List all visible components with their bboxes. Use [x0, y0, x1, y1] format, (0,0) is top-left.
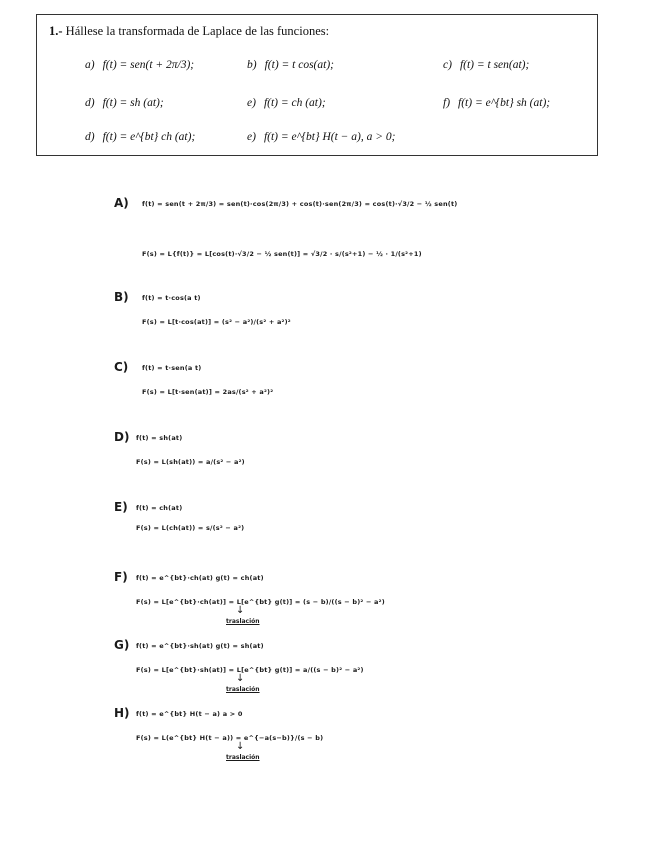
solution-line: f(t) = ch(at) — [136, 504, 183, 512]
item-formula: f(t) = e^{bt} sh (at); — [458, 97, 551, 109]
solution-letter: H) — [114, 706, 130, 720]
solution-note: traslación — [226, 686, 260, 693]
solution-line: F(s) = L[e^{bt}·sh(at)] = L[e^{bt} g(t)] = a/((s − b)² − a²) — [136, 666, 364, 674]
solution-letter: A) — [114, 196, 129, 210]
down-arrow-icon: ↓ — [236, 673, 245, 684]
item-label: f) — [443, 97, 451, 109]
solution-note: traslación — [226, 618, 260, 625]
item-label: a) — [85, 59, 95, 71]
problem-box — [36, 14, 598, 156]
item-formula: f(t) = e^{bt} ch (at); — [102, 131, 196, 143]
down-arrow-icon: ↓ — [236, 741, 245, 752]
item-d — [85, 97, 164, 109]
item-formula: f(t) = sh (at); — [102, 97, 164, 109]
down-arrow-icon: ↓ — [236, 605, 245, 616]
item-formula: f(t) = sen(t + 2π/3); — [102, 59, 195, 71]
solution-line: f(t) = t·sen(a t) — [142, 364, 202, 372]
solution-line: f(t) = sen(t + 2π/3) = sen(t)·cos(2π/3) + cos(t)·sen(2π/3) = cos(t)·√3/2 − ½ sen(t) — [142, 200, 458, 208]
solution-line: F(s) = L[t·sen(at)] = 2as/(s² + a²)² — [142, 388, 274, 396]
solution-line: f(t) = e^{bt}·ch(at) g(t) = ch(at) — [136, 574, 264, 582]
item-label: d) — [85, 131, 95, 143]
solution-note: traslación — [226, 754, 260, 761]
item-d2 — [85, 131, 195, 143]
item-formula: f(t) = t sen(at); — [459, 59, 530, 71]
item-c — [443, 59, 529, 71]
solution-line: F(s) = L(sh(at)) = a/(s² − a²) — [136, 458, 245, 466]
item-label: e) — [247, 131, 256, 143]
item-f — [443, 97, 550, 109]
item-label: e) — [247, 97, 256, 109]
solution-line: F(s) = L(e^{bt} H(t − a)) = e^{−a(s−b)}/(s − b) — [136, 734, 324, 742]
item-a — [85, 59, 194, 71]
solution-line: F(s) = L{f(t)} = L[cos(t)·√3/2 − ½ sen(t)] = √3/2 · s/(s²+1) − ½ · 1/(s²+1) — [142, 250, 422, 258]
solution-letter: E) — [114, 500, 128, 514]
item-label: b) — [247, 59, 257, 71]
solution-line: f(t) = e^{bt}·sh(at) g(t) = sh(at) — [136, 642, 264, 650]
solution-letter: D) — [114, 430, 130, 444]
solution-line: F(s) = L(ch(at)) = s/(s² − a²) — [136, 524, 245, 532]
item-b — [247, 59, 334, 71]
solution-line: f(t) = sh(at) — [136, 434, 183, 442]
item-label: c) — [443, 59, 452, 71]
solution-line: F(s) = L[e^{bt}·ch(at)] = L[e^{bt} g(t)] = (s − b)/((s − b)² − a²) — [136, 598, 385, 606]
solution-letter: C) — [114, 360, 129, 374]
solution-letter: F) — [114, 570, 128, 584]
item-e2 — [247, 131, 395, 143]
solution-line: F(s) = L[t·cos(at)] = (s² − a²)/(s² + a²)² — [142, 318, 291, 326]
item-formula: f(t) = t cos(at); — [264, 59, 334, 71]
problem-title-text: Hállese la transformada de Laplace de las funciones: — [62, 24, 330, 38]
problem-number: 1.- — [49, 24, 63, 38]
solution-line: f(t) = t·cos(a t) — [142, 294, 201, 302]
item-label: d) — [85, 97, 95, 109]
item-formula: f(t) = ch (at); — [263, 97, 326, 109]
item-e — [247, 97, 326, 109]
item-formula: f(t) = e^{bt} H(t − a), a > 0; — [263, 131, 396, 143]
problem-title — [49, 24, 329, 39]
solution-line: f(t) = e^{bt} H(t − a) a > 0 — [136, 710, 243, 718]
solution-letter: G) — [114, 638, 130, 652]
solution-letter: B) — [114, 290, 129, 304]
